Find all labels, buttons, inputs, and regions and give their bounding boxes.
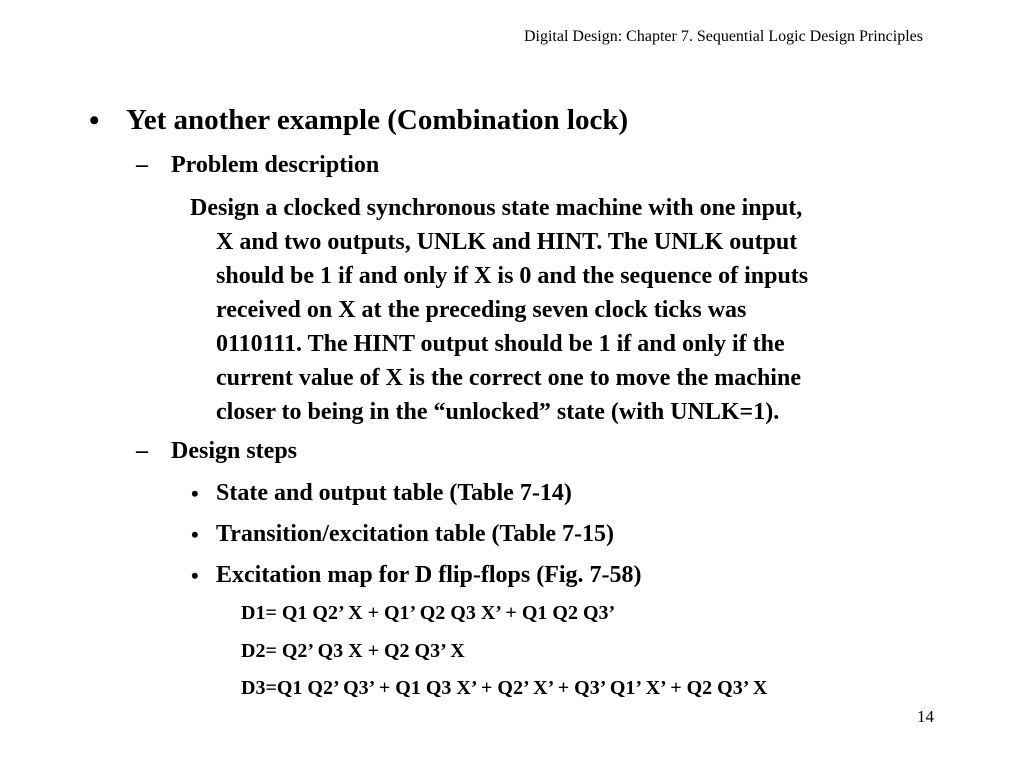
page-number: 14: [917, 707, 934, 726]
equation-d1: D1= Q1 Q2’ X + Q1’ Q2 Q3 X’ + Q1 Q2 Q3’: [241, 602, 616, 624]
problem-line: current value of X is the correct one to move the machine: [216, 365, 801, 391]
design-step-item: Excitation map for D flip-flops (Fig. 7-58): [216, 562, 642, 588]
dash-icon: –: [136, 438, 148, 464]
problem-line: closer to being in the “unlocked” state (with UNLK=1).: [216, 399, 780, 425]
problem-line: 0110111. The HINT output should be 1 if and only if the: [216, 331, 785, 357]
problem-line: received on X at the preceding seven clock ticks was: [216, 297, 747, 323]
problem-description-text: [190, 191, 925, 429]
design-step-item: State and output table (Table 7-14): [216, 480, 572, 506]
problem-description-label: Problem description: [171, 152, 380, 178]
bullet-icon: •: [191, 563, 199, 588]
problem-line: should be 1 if and only if X is 0 and the sequence of inputs: [216, 263, 809, 289]
slide-heading: Yet another example (Combination lock): [126, 104, 629, 136]
bullet-icon: •: [191, 481, 199, 506]
bullet-icon: •: [89, 104, 100, 137]
slide-header-title: Digital Design: Chapter 7. Sequential Logic Design Principles: [523, 28, 923, 45]
design-steps-label: Design steps: [171, 438, 298, 464]
equation-d2: D2= Q2’ Q3 X + Q2 Q3’ X: [241, 640, 465, 662]
equation-d3: D3=Q1 Q2’ Q3’ + Q1 Q3 X’ + Q2’ X’ + Q3’ Q1’ X’ + Q2 Q3’ X: [241, 677, 768, 699]
problem-line: X and two outputs, UNLK and HINT. The UNLK output: [216, 229, 798, 255]
design-step-item: Transition/excitation table (Table 7-15): [216, 521, 614, 547]
dash-icon: –: [136, 152, 148, 178]
problem-line: Design a clocked synchronous state machine with one input,: [190, 195, 803, 221]
bullet-icon: •: [191, 522, 199, 547]
